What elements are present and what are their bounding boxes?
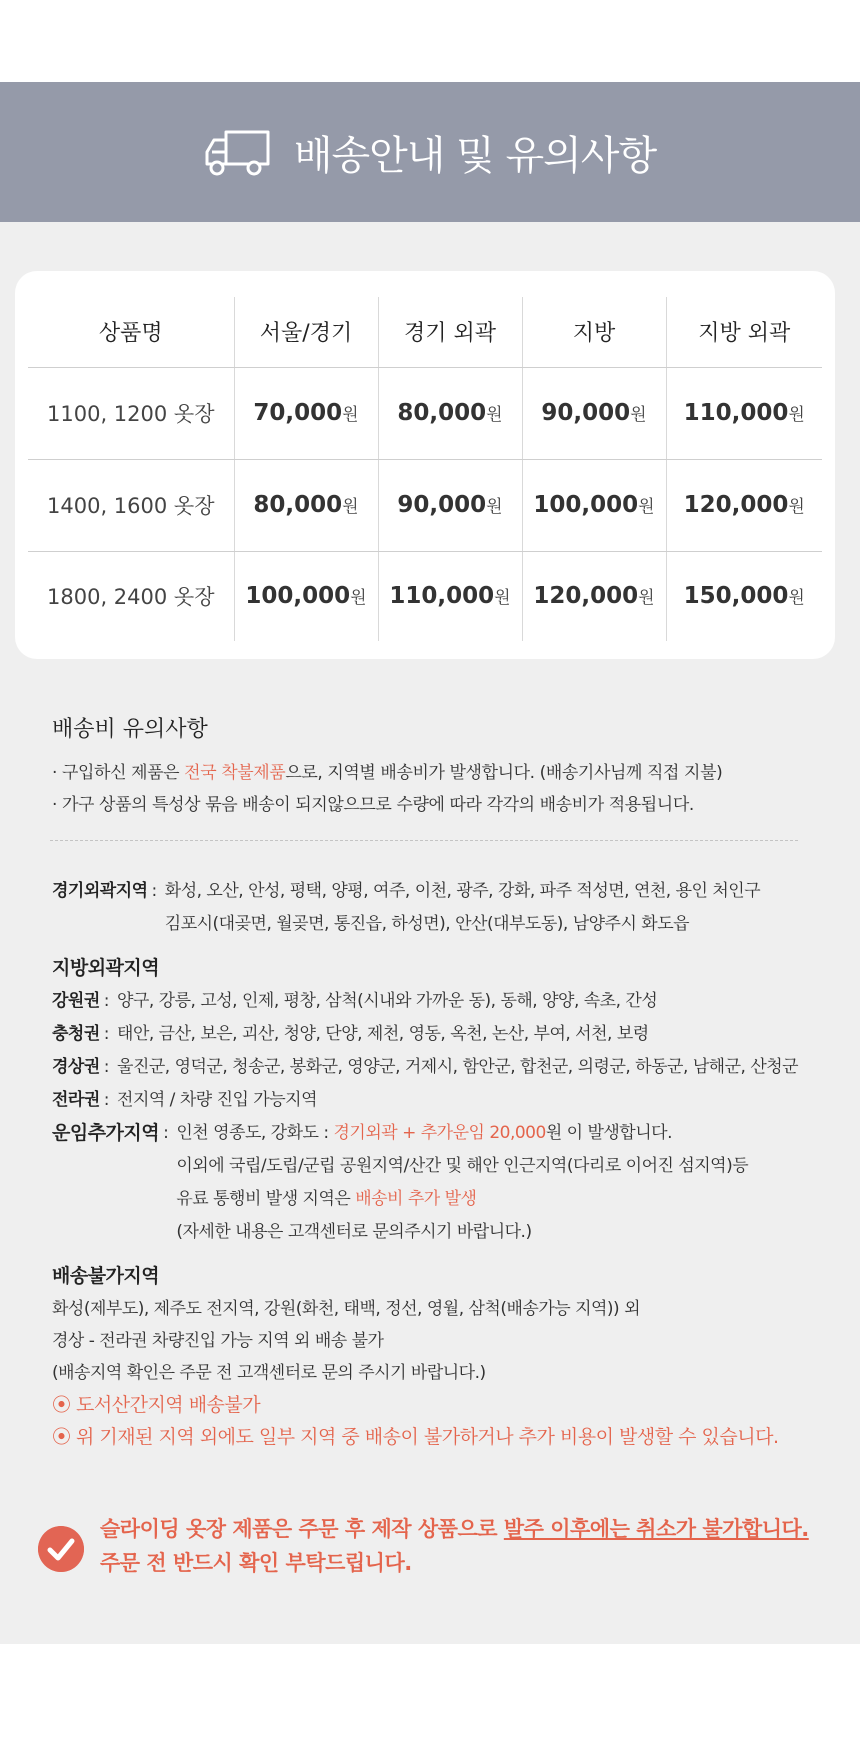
check-circle-icon	[38, 1526, 84, 1572]
price-cell: 80,000원	[378, 367, 522, 459]
notice-line: 슬라이딩 옷장 제품은 주문 후 제작 상품으로 발주 이후에는 취소가 불가합니다.	[100, 1517, 809, 1541]
shipping-price-table	[28, 297, 822, 641]
unavailable-line: (배송지역 확인은 주문 전 고객센터로 문의 주시기 바랍니다.)	[52, 1363, 486, 1383]
header-banner	[0, 82, 860, 222]
price-cell: 90,000원	[522, 367, 666, 459]
product-name: 1400, 1600 옷장	[28, 459, 234, 551]
price-cell: 100,000원	[522, 459, 666, 551]
header-product: 상품명	[28, 297, 234, 367]
gyeonggi-outer-region: 경기외곽지역 : 화성, 오산, 안성, 평택, 양평, 여주, 이천, 광주, 강화, 파주 적성면, 연천, 용인 처인구 김포시(대곶면, 월곶면, 통진읍, 하성면), 안산(대부도동), 남양주시 화도읍	[52, 881, 761, 934]
notice-line: 주문 전 반드시 확인 부탁드립니다.	[100, 1551, 412, 1575]
table-row	[28, 367, 822, 459]
local-outer-title: 지방외곽지역	[52, 957, 160, 979]
notes-title: 배송비 유의사항	[52, 717, 208, 742]
price-cell: 100,000원	[234, 551, 378, 641]
gangwon-region: 강원권 : 양구, 강릉, 고성, 인제, 평창, 삼척(시내와 가까운 동), 동해, 양양, 속초, 간성	[52, 991, 658, 1011]
warning-line: ⦿ 도서산간지역 배송불가	[52, 1394, 261, 1416]
price-cell: 120,000원	[522, 551, 666, 641]
table-row	[28, 459, 822, 551]
unavailable-title: 배송불가지역	[52, 1265, 160, 1287]
warning-line: ⦿ 위 기재된 지역 외에도 일부 지역 중 배송이 불가하거나 추가 비용이 발생할 수 있습니다.	[52, 1426, 779, 1448]
jeolla-region: 전라권 : 전지역 / 차량 진입 가능지역	[52, 1090, 318, 1110]
truck-icon	[204, 126, 272, 178]
unavailable-line: 경상 - 전라권 차량진입 가능 지역 외 배송 불가	[52, 1331, 384, 1351]
unavailable-line: 화성(제부도), 제주도 전지역, 강원(화천, 태백, 정선, 영월, 삼척(배송가능 지역)) 외	[52, 1299, 641, 1319]
price-card	[15, 271, 835, 659]
note-line: · 가구 상품의 특성상 묶음 배송이 되지않으므로 수량에 따라 각각의 배송비가 적용됩니다.	[52, 795, 694, 815]
price-cell: 150,000원	[683, 583, 805, 610]
header-local: 지방	[522, 297, 666, 367]
product-name: 1100, 1200 옷장	[28, 367, 234, 459]
page-title: 배송안내 및 유의사항	[293, 132, 657, 179]
region-info	[52, 875, 852, 1453]
table-row	[28, 551, 822, 641]
price-cell: 120,000원	[666, 459, 822, 551]
gyeongsang-region: 경상권 : 울진군, 영덕군, 청송군, 봉화군, 영양군, 거제시, 함안군, 합천군, 의령군, 하동군, 남해군, 산청군	[52, 1057, 799, 1077]
header-seoul: 서울/경기	[234, 297, 378, 367]
price-cell: 110,000원	[666, 367, 822, 459]
price-cell: 80,000원	[234, 459, 378, 551]
content-area	[0, 222, 860, 1644]
note-line: · 구입하신 제품은 전국 착불제품으로, 지역별 배송비가 발생합니다. (배송기사님께 직접 지불)	[52, 763, 723, 783]
header-local-outer: 지방 외곽	[666, 297, 822, 367]
dashed-divider	[50, 840, 798, 841]
price-cell: 70,000원	[234, 367, 378, 459]
header-gyeonggi-outer: 경기 외곽	[378, 297, 522, 367]
table-header-row	[28, 297, 822, 367]
price-cell: 110,000원	[378, 551, 522, 641]
chungcheong-region: 충청권 : 태안, 금산, 보은, 괴산, 청양, 단양, 제천, 영동, 옥천, 논산, 부여, 서천, 보령	[52, 1024, 649, 1044]
product-name: 1800, 2400 옷장	[28, 551, 234, 641]
extra-fee-region: 운임추가지역 : 인천 영종도, 강화도 : 경기외곽 + 추가운임 20,000원 이 발생합니다. 이외에 국립/도립/군립 공원지역/산간 및 해안 인근지역(다리로 이어진 섬지역)등 유료 통행비 발생 지역은 배송비 추가 발생 (자세한 내용은 고객센터로 문의주시기 바랍니다.)	[52, 1122, 749, 1242]
shipping-notes	[52, 712, 842, 821]
cancel-notice	[38, 1512, 838, 1580]
price-cell: 90,000원	[378, 459, 522, 551]
